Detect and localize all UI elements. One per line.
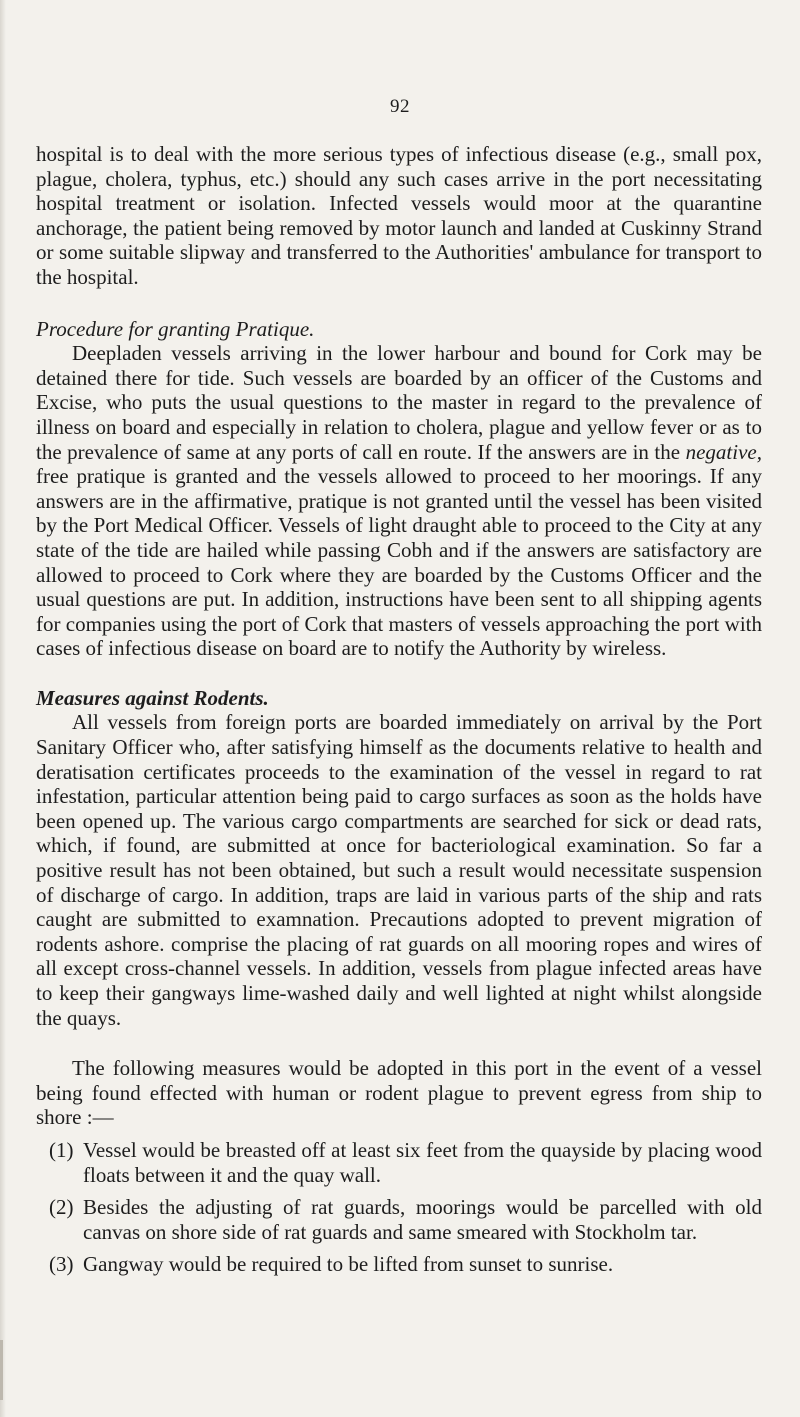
list-item-text: Besides the adjusting of rat guards, moorings would be parcelled with old canvas on shore side of rat guards and same smeared with Stockholm tar.: [83, 1195, 762, 1244]
page-edge-shadow: [0, 0, 6, 1417]
list-item-number: (1): [49, 1137, 74, 1162]
pratique-text-a: Deepladen vessels arriving in the lower harbour and bound for Cork may be detained there for tide. Such vessels are boarded by an officer of the Customs and Excise, who puts the usual questions to the master in regard to the prevalence of illness on board and especially in relation to cholera, plague and yellow fever or as to the prevalence of same at any ports of call en route. If the answers are in the: [36, 341, 762, 464]
list-item-number: (2): [49, 1195, 74, 1220]
pratique-emphasis: negative,: [685, 439, 762, 464]
page-number: 92: [390, 96, 410, 117]
list-item: [36, 1252, 762, 1277]
measures-list: [36, 1138, 762, 1277]
page-content: [36, 142, 762, 1285]
list-item-text: Gangway would be required to be lifted from sunset to sunrise.: [83, 1252, 614, 1277]
pratique-text-b: free pratique is granted and the vessels allowed to proceed to her moorings. If any answers are in the affirmative, pratique is not granted until the vessel has been visited by the Port Medical Officer. Vessels of light draught able to proceed to the City at any state of the tide are hailed while passing Cobh and if the answers are satisfactory are allowed to proceed to Cork where they are boarded by the Customs Officer and the usual questions are put. In addition, instructions have been sent to all shipping agents for companies using the port of Cork that masters of vessels approaching the port with cases of infectious disease on board are to notify the Authority by wireless.: [36, 464, 762, 661]
list-item-text: Vessel would be breasted off at least six feet from the quayside by placing wood floats between it and the quay wall.: [83, 1137, 762, 1187]
rodents-paragraph: All vessels from foreign ports are boarded immediately on arrival by the Port Sanitary Officer who, after satisfying himself as the documents relative to health and deratisation certificates proceeds to the examination of the vessel in regard to rat infestation, particular attention being paid to cargo surfaces as soon as the holds have been opened up. The various cargo compartments are searched for sick or dead rats, which, if found, are submitted at once for bacteriological examination. So far a positive result has not been obtained, but such a result would necessitate suspension of discharge of cargo. In addition, traps are laid in various parts of the ship and rats caught are submitted to examnation. Precautions adopted to prevent migration of rodents ashore. comprise the placing of rat guards on all mooring ropes and wires of all except cross-channel vessels. In addition, vessels from plague infected areas have to keep their gangways lime-washed daily and well lighted at night whilst alongside the quays.: [36, 710, 762, 1030]
list-item: [36, 1195, 762, 1244]
list-item-number: (3): [49, 1252, 74, 1277]
intro-paragraph: hospital is to deal with the more serious types of infectious disease (e.g., small pox, plague, cholera, typhus, etc.) should any such cases arrive in the port necessitating hospital treatment or isolation. Infected vessels would moor at the quarantine anchorage, the patient being removed by motor launch and landed at Cuskinny Strand or some suitable slipway and transferred to the Authorities' ambulance for transport to the hospital.: [36, 142, 762, 289]
pratique-heading: Procedure for granting Pratique.: [36, 316, 315, 341]
pratique-paragraph: [36, 341, 762, 661]
measures-intro: The following measures would be adopted in this port in the event of a vessel being found effected with human or rodent plague to prevent egress from ship to shore :—: [36, 1056, 762, 1130]
rodents-heading: Measures against Rodents.: [36, 685, 269, 710]
list-item: [36, 1138, 762, 1187]
page-binding-mark: [0, 1340, 3, 1400]
